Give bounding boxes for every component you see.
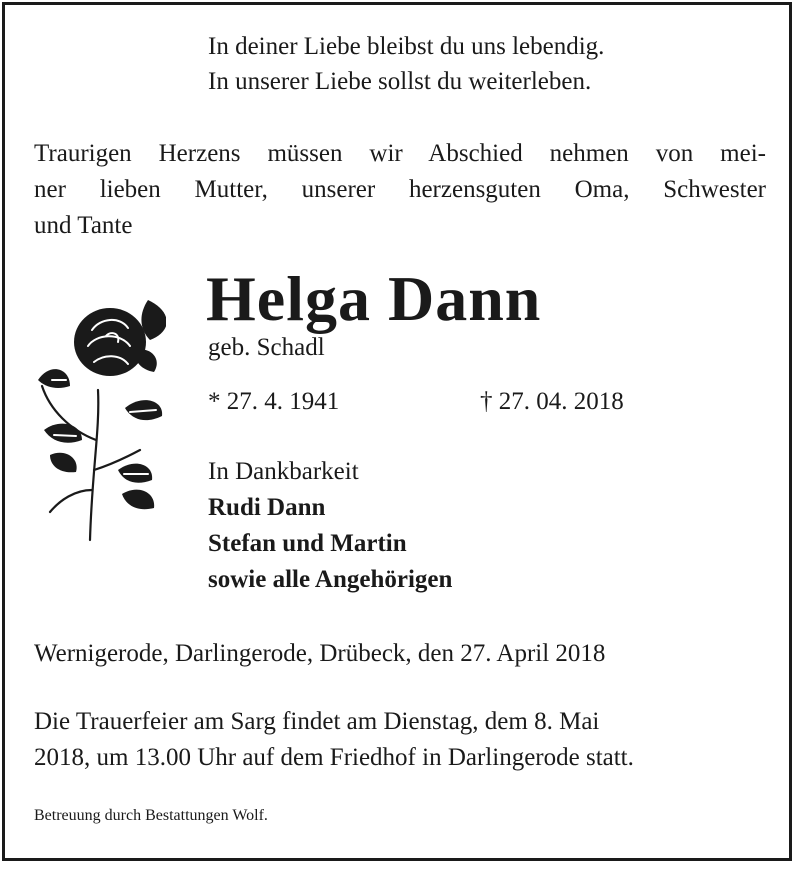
intro-line-2: ner lieben Mutter, unserer herzensguten Oma, Schwester <box>34 176 766 203</box>
ceremony-line-1: Die Trauerfeier am Sarg findet am Dienstag, dem 8. Mai <box>34 708 600 735</box>
intro-line-3: und Tante <box>34 212 133 239</box>
deceased-name: Helga Dann <box>206 263 542 334</box>
intro-line-1: Traurigen Herzens müssen wir Abschied nehmen von mei- <box>34 140 766 167</box>
motto-line-1: In deiner Liebe bleibst du uns lebendig. <box>208 33 605 60</box>
death-date: † 27. 04. 2018 <box>480 388 624 415</box>
mourner-2: Stefan und Martin <box>208 530 407 557</box>
birth-date: * 27. 4. 1941 <box>208 388 340 415</box>
birth-name: geb. Schadl <box>208 334 325 361</box>
mourner-3: sowie alle Angehörigen <box>208 566 453 593</box>
thanks-intro: In Dankbarkeit <box>208 458 359 485</box>
intro-text <box>34 136 766 244</box>
undertaker-credit: Betreuung durch Bestattungen Wolf. <box>34 807 268 824</box>
mourner-1: Rudi Dann <box>208 494 326 521</box>
place-date: Wernigerode, Darlingerode, Drübeck, den 27. April 2018 <box>34 640 606 667</box>
rose-icon <box>30 290 166 546</box>
motto-line-2: In unserer Liebe sollst du weiterleben. <box>208 68 592 95</box>
ceremony-line-2: 2018, um 13.00 Uhr auf dem Friedhof in Darlingerode statt. <box>34 744 634 771</box>
